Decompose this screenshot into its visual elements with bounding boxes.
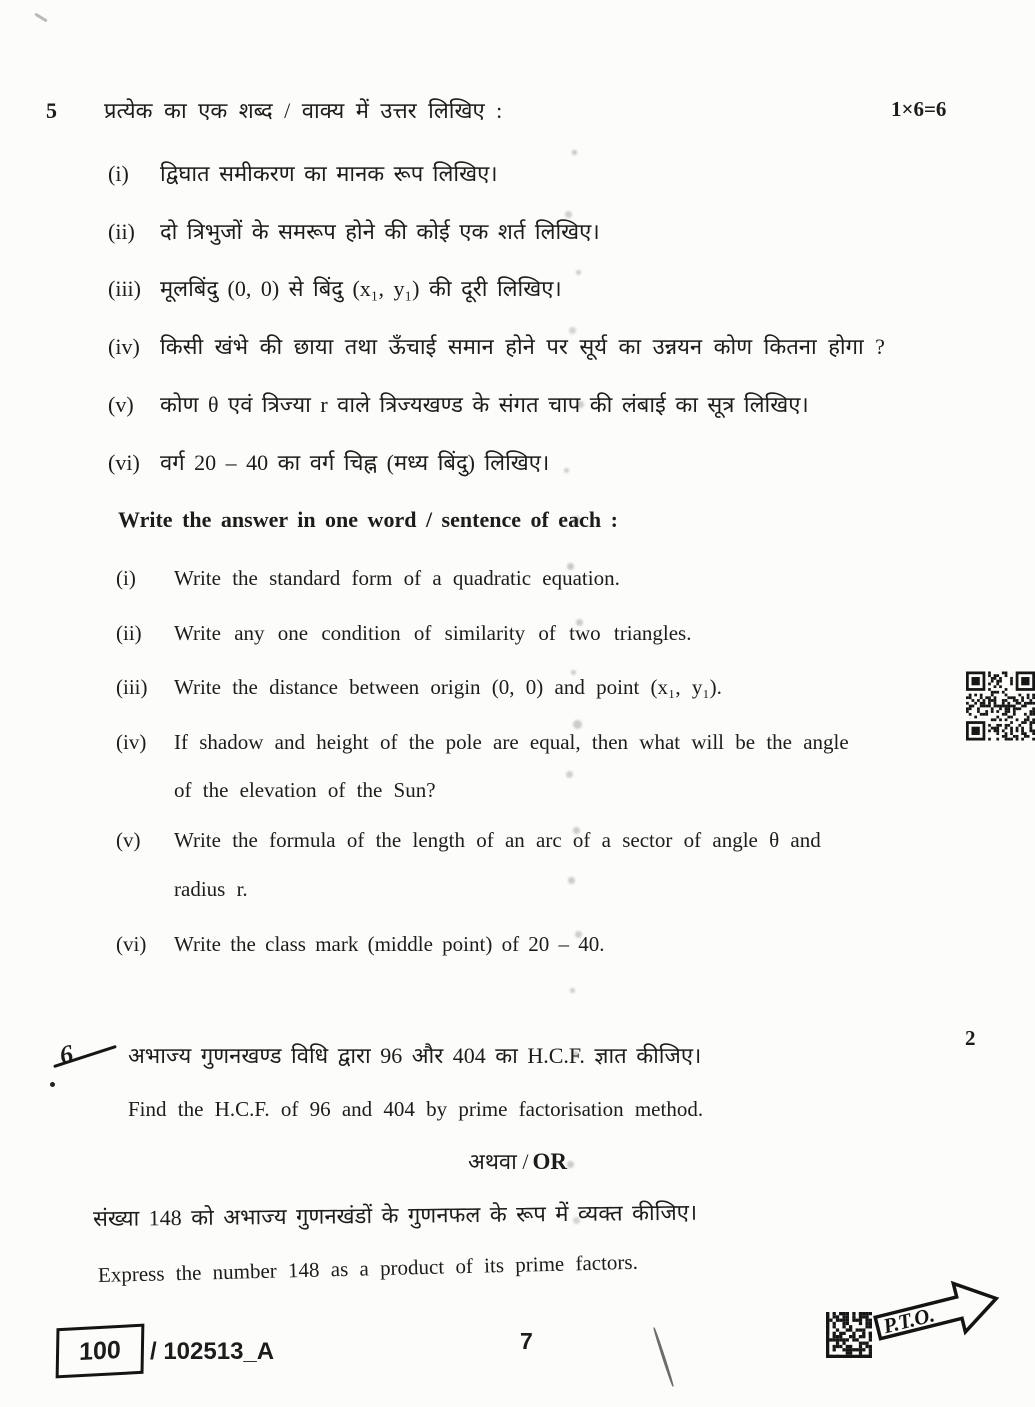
item-label: (i) [108, 161, 129, 186]
page-number: 7 [520, 1328, 533, 1354]
q5-heading-hindi: प्रत्येक का एक शब्द / वाक्य में उत्तर लिखिए : [104, 98, 503, 123]
q5-hindi-item-ii [108, 218, 600, 246]
item-label: (vi) [116, 932, 147, 956]
q5-hindi-item-iv [108, 333, 885, 361]
q6-alt-english: Express the number 148 as a product of its prime factors. [97, 1249, 639, 1287]
q5-english-item-v [116, 827, 821, 903]
qr-code [966, 670, 1035, 742]
item-label: (iv) [116, 730, 147, 754]
pen-line-mark [652, 1327, 674, 1387]
item-label: (vi) [108, 450, 140, 475]
item-label: (iii) [116, 675, 148, 699]
datamatrix-code [826, 1310, 872, 1360]
item-text: Write the class mark (middle point) of 20 – 40. [174, 932, 605, 956]
item-text: कोण θ एवं त्रिज्या r वाले त्रिज्यखण्ड के संगत चाप की लंबाई का सूत्र लिखिए। [160, 392, 809, 417]
footer-code-value: 100 [78, 1335, 122, 1366]
item-text: Write the distance between origin (0, 0) and point (x₁, y₁). [174, 675, 722, 699]
q5-number: 5 [46, 98, 57, 123]
item-text: द्विघात समीकरण का मानक रूप लिखिए। [160, 161, 498, 186]
footer-paper-code: / 102513_A [150, 1338, 275, 1365]
q5-english-item-iv [116, 729, 849, 804]
q5-english-item-ii [116, 620, 691, 646]
item-label: (iii) [108, 276, 141, 301]
q6-alt-hindi: संख्या 148 को अभाज्य गुणनखंडों के गुणनफल के रूप में व्यक्त कीजिए। [92, 1199, 698, 1231]
pto-arrow-icon [868, 1276, 1008, 1350]
item-text: किसी खंभे की छाया तथा ऊँचाई समान होने पर सूर्य का उन्नयन कोण कितना होगा ? [160, 334, 885, 359]
q5-marks: 1×6=6 [891, 97, 947, 121]
or-divider [0, 1148, 1035, 1177]
item-text: दो त्रिभुजों के समरूप होने की कोई एक शर्त लिखिए। [160, 219, 600, 244]
q6-text-hindi: अभाज्य गुणनखण्ड विधि द्वारा 96 और 404 का H.C.F. ज्ञात कीजिए। [128, 1043, 702, 1068]
item-label: (iv) [108, 334, 140, 359]
item-text: Write the standard form of a quadratic equation. [174, 566, 620, 590]
item-text: मूलबिंदु (0, 0) से बिंदु (x₁, y₁) की दूरी लिखिए। [160, 276, 562, 301]
footer-code-box [56, 1324, 145, 1379]
q5-hindi-item-i [108, 160, 498, 188]
q5-english-item-i [116, 565, 620, 591]
item-label: (ii) [116, 621, 142, 645]
or-english: OR [532, 1149, 567, 1174]
q5-hindi-item-vi [108, 449, 549, 477]
q6-number: 6 [57, 1038, 76, 1071]
scan-artifact-scratch [34, 13, 47, 23]
item-text-line2: of the elevation of the Sun? [174, 778, 436, 803]
item-label: (ii) [108, 219, 135, 244]
q5-hindi-item-iii [108, 275, 562, 303]
q5-english-item-iii [116, 674, 722, 700]
scan-artifact-speckles [572, 150, 577, 155]
item-label: (v) [108, 392, 134, 417]
q5-hindi-item-v [108, 391, 809, 419]
pto-label: P.T.O. [880, 1302, 937, 1339]
item-text: वर्ग 20 – 40 का वर्ग चिह्न (मध्य बिंदु) लिखिए। [160, 450, 550, 475]
or-hindi: अथवा / [468, 1149, 529, 1174]
item-text: If shadow and height of the pole are equal, then what will be the angle [174, 730, 849, 754]
item-text: Write the formula of the length of an arc of a sector of angle θ and [174, 828, 821, 852]
item-label: (v) [116, 828, 141, 852]
q5-heading-english: Write the answer in one word / sentence of each : [118, 507, 618, 532]
q6-marks: 2 [965, 1026, 976, 1050]
item-text-line2: radius r. [174, 877, 248, 902]
item-text: Write any one condition of similarity of two triangles. [174, 621, 692, 645]
item-label: (i) [116, 566, 136, 590]
q5-english-item-vi [116, 931, 605, 957]
pen-dot-mark [50, 1082, 55, 1087]
q6-text-english: Find the H.C.F. of 96 and 404 by prime factorisation method. [128, 1097, 704, 1121]
